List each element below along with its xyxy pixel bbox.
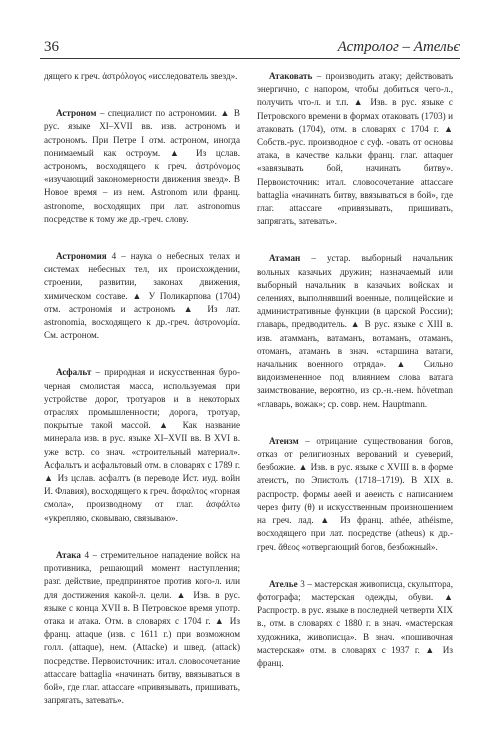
- entry-text: дящего к греч. ἀστρόλογος «исследователь звезд».: [44, 71, 238, 81]
- entry-atele: [257, 578, 453, 670]
- entry-headword: Асфальт: [56, 367, 92, 378]
- right-column: [257, 70, 453, 694]
- running-head: Астролог – Ательє: [337, 39, 460, 55]
- entry-text: 3 – мастерская живописца, скульптора, фотографа; мастерская одежды, обуви. ▲ Распростр. в рус. языке в последней четверти XIX в., отм. в словарях с 1880 г. в знач. «мастерская художника, живописца». В знач. «пошивочная мастерская» отм. в словарях с 1937 г. ▲ Из франц.: [257, 578, 453, 668]
- entry-continuation: [44, 70, 240, 83]
- entry-text: – производить атаку; действовать энергично, с напором, чтобы добиться чего-л., получить что-л. и т.п. ▲ Изв. в рус. языке с Петровского времени в формах отаковать (1703) и атаковать (1704), отм. в словарях с 1704 г. ▲ Собств.-рус. производное с суф. -овать от основы атака, в качестве кальки франц. глаг. attaquer «завязывать бой, начинать битву». Первоисточник: итал. словосочетание attaccare battaglia «начинать битву, ввязываться в бой», где глаг. attaccare «привязывать, пришивать, запрягать, затевать».: [257, 71, 453, 227]
- entry-ateizm: [257, 435, 453, 554]
- entry-asfalt: [44, 366, 240, 524]
- entry-headword: Атака: [56, 549, 81, 560]
- page-number: 36: [44, 39, 59, 55]
- entry-text: – специалист по астрономии. ▲ В рус. языке XI–XVII вв. изв. астрономъ и астрономъ. При Петре I отм. астроном, иногда понимаемый как остроум. ▲ Из цслав. астрономъ, восходящего к греч. ἀστρόνομος «изучающий закономерности движения звезд». В Новое время – из нем. Astronom или франц. astronome, восходящих при лат. astronomus посредстве к тому же др.-греч. слову.: [44, 108, 240, 224]
- header-rule: [40, 58, 460, 59]
- entry-headword: Ателье: [269, 578, 298, 589]
- entry-ataka: [44, 549, 240, 707]
- entry-text: 4 – наука о небесных телах и системах небесных тел, их происхождении, строении, развитии, законах движения, химическом составе. ▲ У Поликарпова (1704) отм. астрономія и астрономъ ▲ Из лат. astronomia, восходящего к др.-греч. ἀστρονομία. См. астроном.: [44, 251, 240, 341]
- entry-headword: Астрономия: [56, 251, 107, 262]
- entry-headword: Атеизм: [269, 435, 299, 446]
- entry-text: – устар. выборный начальник вольных казачьих дружин; назначаемый или выборный начальник в казачьих войсках и селениях, выполнявший военные, полицейские и административные функции (в царской России); главарь, предводитель. ▲ В рус. языке с XIII в. изв. атамманъ, ватаманъ, вотаманъ, отаманъ, отоманъ, атаманъ в знач. «старшина ватаги, начальник военного отряда». ▲ Сильно видоизмененное под влиянием слова ватага заимствование, вероятно, из ср.-н.-нем. hövetman «главарь, вожак»; ср. совр. нем. Hauptmann.: [257, 253, 453, 409]
- entry-text: – природная и искусственная буро-черная смолистая масса, используемая при устройстве дорог, тротуаров и в некоторых отраслях промышленности; дорога, тротуар, покрытые такой массой. ▲ Как название минерала изв. в рус. языке XI–XVII вв. В XVI в. уже встр. со знач. «строительный материал». Асфальтъ и асфальтовый отм. в словарях с 1789 г. ▲ Из цслав. асфалтъ (в переводе Ист. иуд. войн И. Флавия), восходящего к греч. ἄσφαλτος «горная смола», производному от глаг. ἀσφάλτω «укрепляю, сковываю, связываю».: [44, 367, 240, 523]
- entry-astronom: [44, 107, 240, 226]
- page-header: [40, 38, 460, 60]
- entry-atakovat: [257, 70, 453, 228]
- left-column: [44, 70, 240, 731]
- entry-text: – отрицание существования богов, отказ от религиозных верований и суеверий, безбожие. ▲ Изв. в рус. языке с XVIII в. в форме атеистъ, по Эпистолъ (1718–1719). В XIX в. распростр. формы аѳей и аѳеисть с написанием через фиту (θ) и искусственным произношением на греч. лад. ▲ Из франц. athée, athéisme, восходящего при лат. посредстве (atheus) к др.-греч. ἄθεος «отвергающий богов, безбожный».: [257, 435, 453, 552]
- entry-text: 4 – стремительное нападение войск на противника, решающий момент наступления; разг. действие, предпринятое против кого-л. или для достижения какой-л. цели. ▲ Изв. в рус. языке с конца XVII в. В Петровское время употр. отака и атака. Отм. в словарях с 1704 г. ▲ Из франц. attaque (изв. с 1611 г.) при возможном голл. (attaque), нем. (Attacke) и швед. (attack) посредстве. Первоисточник: итал. словосочетание attaccare battaglia «начинать битву, ввязываться в бой», где глаг. attaccare «привязывать, пришивать, запрягать, затевать».: [44, 549, 240, 706]
- entry-headword: Астроном: [56, 108, 97, 119]
- entry-ataman: [257, 252, 453, 410]
- entry-headword: Атаковать: [269, 71, 313, 81]
- entry-astronomiya: [44, 250, 240, 342]
- entry-headword: Атаман: [269, 253, 301, 264]
